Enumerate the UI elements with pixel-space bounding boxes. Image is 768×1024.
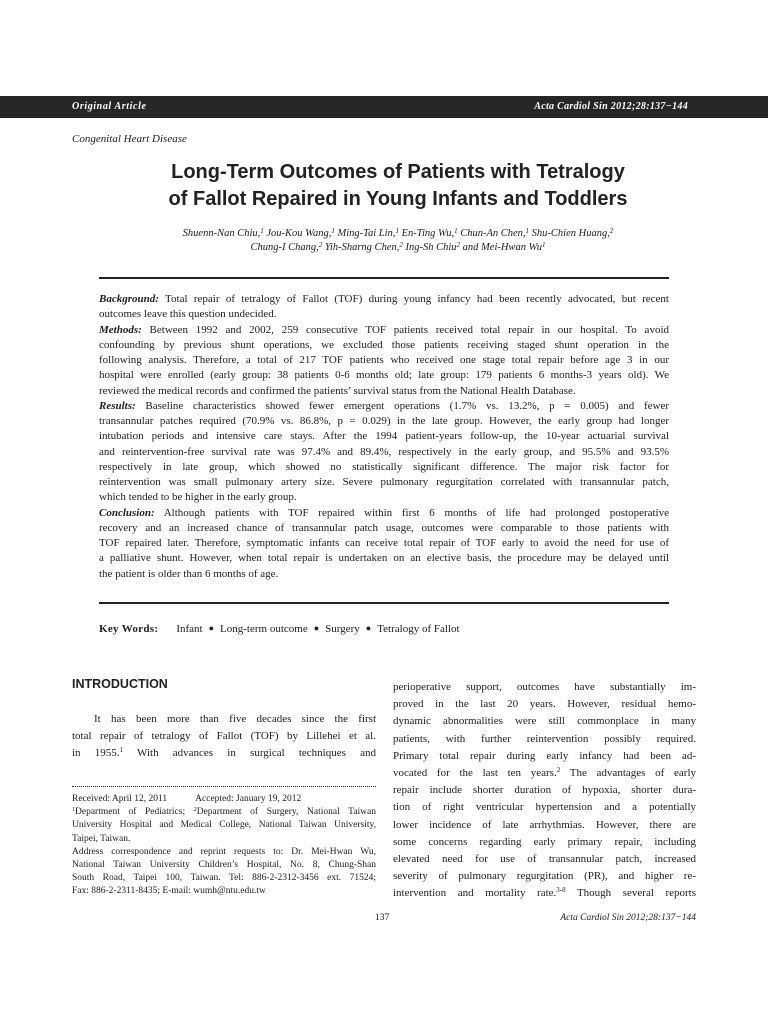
author-name: En-Ting Wu, [398,228,455,239]
abstract-text: and reintervention-free survival rate was 97.4% and 89.4%, respectively in the early group, and 95.5% and 93.5% [99,445,669,458]
page-number: 137 [375,913,390,923]
author-affiliation-mark: 1 [541,241,546,249]
footnote-separator [72,786,376,787]
author-affiliation-mark: 1 [260,227,264,235]
line-text: elevated need for use of transannular patch, increased [393,853,696,866]
abstract-text: reviewed the medical records and confirmed the patients’ survival status from the National Health Database. [99,384,576,397]
abstract-line [99,551,669,566]
abstract-line [99,567,669,582]
line-text: Primary total repair during early infancy had been ad- [393,749,696,762]
line-text: lower incidence of late arrhythmias. However, there are [393,818,696,831]
footnote-dates [72,793,376,806]
journal-citation: Acta Cardiol Sin 2012;28:137−144 [534,101,688,112]
section-label: Congenital Heart Disease [72,133,187,145]
abstract-text: hospital were enrolled (early group: 38 patients 0-6 months old; late group: 179 patients 6 months-3 years old). We [99,369,669,382]
line-text: repair include shorter duration of hypoxia, shorter dura- [393,784,696,797]
author-affiliation-mark: 2 [609,227,614,235]
paragraph-line [393,696,696,713]
footnote-affiliation-2: University Hospital and Medical College, National Taiwan University, [72,820,376,831]
abstract [99,292,669,582]
abstract-line [99,368,669,383]
author-affiliation-mark: 2 [318,241,323,249]
line-text: With advances in surgical techniques and [123,747,376,759]
keyword-bullet-icon: ● [208,623,215,633]
author-affiliation-mark: 1 [454,227,458,235]
abstract-line [99,475,669,490]
abstract-text: following analysis. Therefore, a total of 217 TOF patients who received one stage total repair before age 3 in our [99,354,669,366]
line-text: some concerns regarding early primary repair, including [393,835,696,848]
paragraph-line [393,765,696,782]
author-affiliation-mark: 1 [525,227,530,235]
line-text: dynamic abnormalities were still commonplace in many [393,715,696,728]
keyword-bullet-icon: ● [313,623,320,633]
keyword: Long-term outcome [220,623,308,635]
author-name: Shu-Chien Huang, [529,228,610,239]
abstract-text: a palliative shunt. However, when total repair is undertaken on an elective basis, the procedure may be delayed until [99,552,669,565]
paragraph-line [393,748,696,765]
abstract-text: TOF repaired later. Therefore, symptomatic infants can receive total repair of TOF early to avoid the need for use of [99,537,669,549]
received-date: Received: April 12, 2011 [72,794,168,804]
keywords-label: Key Words: [99,623,159,635]
abstract-line [99,521,669,536]
footnote-address-1: Address correspondence and reprint requests to: Dr. Mei-Hwan Wu, [72,846,376,857]
abstract-line [99,414,669,429]
footer-journal-citation: Acta Cardiol Sin 2012;28:137−144 [560,913,696,923]
abstract-text: transannular patches required (70.9% vs. 86.8%, p = 0.029) in the late group. However, the early group had longer [99,415,669,427]
abstract-text: Although patients with TOF repaired within first 6 months of life had prolonged postoperative [154,506,669,519]
keyword-list [176,623,459,635]
abstract-section-label: Background: [99,293,159,305]
abstract-line [99,490,669,505]
title-line-2: of Fallot Repaired in Young Infants and Toddlers [168,188,628,210]
author-affiliation-mark: 2 [399,241,403,249]
line-text: The advantages of early [560,767,696,780]
abstract-line [99,429,669,444]
abstract-text: intubation periods and intensive care stays. After the 1994 patient-years follow-up, the 10-year actuarial survival [99,430,669,443]
abstract-line [99,384,669,399]
introduction-right-column [393,679,696,903]
citation-reference: 3-8 [556,886,566,895]
paragraph-line [393,713,696,730]
abstract-text: the patient is older than 6 months of age. [99,567,279,580]
paragraph-line [393,885,696,902]
title-line-1: Long-Term Outcomes of Patients with Tetralogy [171,161,625,183]
abstract-text: confounding by previous shunt operations, we excluded those patients receiving staged shunt operation in the [99,338,669,351]
keyword: Tetralogy of Fallot [377,623,460,635]
line-text: patients, with further reintervention possibly required. [393,732,696,745]
abstract-section-label: Methods: [99,323,142,336]
introduction-heading: INTRODUCTION [72,677,168,691]
paragraph-line [72,728,376,745]
abstract-line [99,445,669,460]
abstract-line [99,338,669,353]
abstract-bottom-rule [99,602,669,604]
footnote-address-3: South Road, Taipei 100, Taiwan. Tel: 886-2-2312-3456 ext. 71524; [72,873,376,884]
abstract-section-label: Results: [99,399,136,412]
abstract-text: Between 1992 and 2002, 259 consecutive TOF patients received total repair in our hospital. To avoid [141,323,669,336]
author-line-1 [72,227,724,241]
author-name: Yih-Sharng Chen, [322,242,400,253]
author-affiliation-mark: 2 [456,241,461,249]
line-text: tion of right ventricular hypertension and a potentially [393,801,696,814]
paragraph-line [393,868,696,885]
accepted-date: Accepted: January 19, 2012 [195,794,302,804]
keywords [99,623,669,635]
author-affiliation-mark: 1 [331,227,335,235]
footnote-affiliation-3: Taipei, Taiwan. [72,833,131,844]
line-text: proved in the last 20 years. However, residual hemo- [393,698,696,711]
keyword-bullet-icon: ● [365,623,372,633]
author-name: Jou-Kou Wang, [263,228,332,239]
line-text: severity of pulmonary regurgitation (PR), and higher re- [393,870,696,883]
author-name: Chun-An Chen, [457,228,526,239]
article-title [72,159,724,213]
abstract-text: Baseline characteristics showed fewer emergent operations (1.7% vs. 13.2%, p = 0.005) and fewer [135,399,669,412]
paragraph-line [393,817,696,834]
abstract-text: respectively in late group, which showed no statistically significant difference. The major risk factor for [99,460,669,473]
paragraph-line [393,851,696,868]
author-name: Chung-I Chang, [250,242,319,253]
abstract-text: reintervention was small pulmonary artery size. Severe pulmonary regurgitation correlated with transannular patch, [99,476,669,488]
keyword: Surgery [325,623,360,635]
abstract-line [99,292,669,307]
author-name: Ming-Tai Lin, [334,228,396,239]
author-line-2 [72,241,724,255]
abstract-line [99,307,669,322]
footnote [72,793,376,899]
abstract-line [99,353,669,368]
abstract-text: which tended to be higher in the early group. [99,491,297,504]
line-text: Though several reports [565,887,696,900]
line-text: intervention and mortality rate. [393,887,557,900]
abstract-line [99,536,669,551]
line-text: total repair of tetralogy of Fallot (TOF) by Lillehei et al. [72,730,376,742]
abstract-line [99,506,669,521]
article-type-label: Original Article [72,101,147,112]
paragraph-line [72,711,376,728]
citation-reference: 2 [556,766,561,775]
footnote-address-2: National Taiwan University Children’s Hospital, No. 8, Chung-Shan [72,860,376,871]
line-text: perioperative support, outcomes have substantially im- [393,681,696,693]
abstract-line [99,399,669,414]
abstract-line [99,460,669,475]
author-name: Ing-Sh Chiu [402,242,457,253]
footnote-affiliation-1: $^1$Department of Pediatrics; $^2$Department of Surgery, National Taiwan [72,807,376,818]
footnote-address-4: Fax: 886-2-2311-8435; E-mail: wumh@ntu.edu.tw [72,886,266,897]
paragraph-line [393,782,696,799]
journal-header-bar [0,96,768,118]
line-text: vocated for the last ten years. [393,767,557,780]
abstract-text: outcomes leave this question undecided. [99,308,277,321]
author-name: Shuenn-Nan Chiu, [182,228,261,239]
paragraph-line [393,799,696,816]
paragraph-line [393,834,696,851]
abstract-top-rule [99,277,669,279]
abstract-text: recovery and an increased chance of transannular patch usage, outcomes were comparable to those patients with [99,521,669,534]
abstract-section-label: Conclusion: [99,506,155,519]
abstract-text: Total repair of tetralogy of Fallot (TOF) during young infancy had been recently advocated, but recent [158,293,669,305]
line-text: It has been more than five decades since the first [94,713,376,725]
line-text: in 1955. [72,747,120,759]
introduction-left-column [72,711,376,762]
abstract-line [99,323,669,338]
author-list [72,227,724,255]
paragraph-line [393,731,696,748]
author-name: and Mei-Hwan Wu [460,242,542,253]
citation-reference: 1 [119,746,124,754]
paragraph-line [72,745,376,762]
keyword: Infant [176,623,203,635]
author-affiliation-mark: 1 [395,227,399,235]
paragraph-line [393,679,696,696]
